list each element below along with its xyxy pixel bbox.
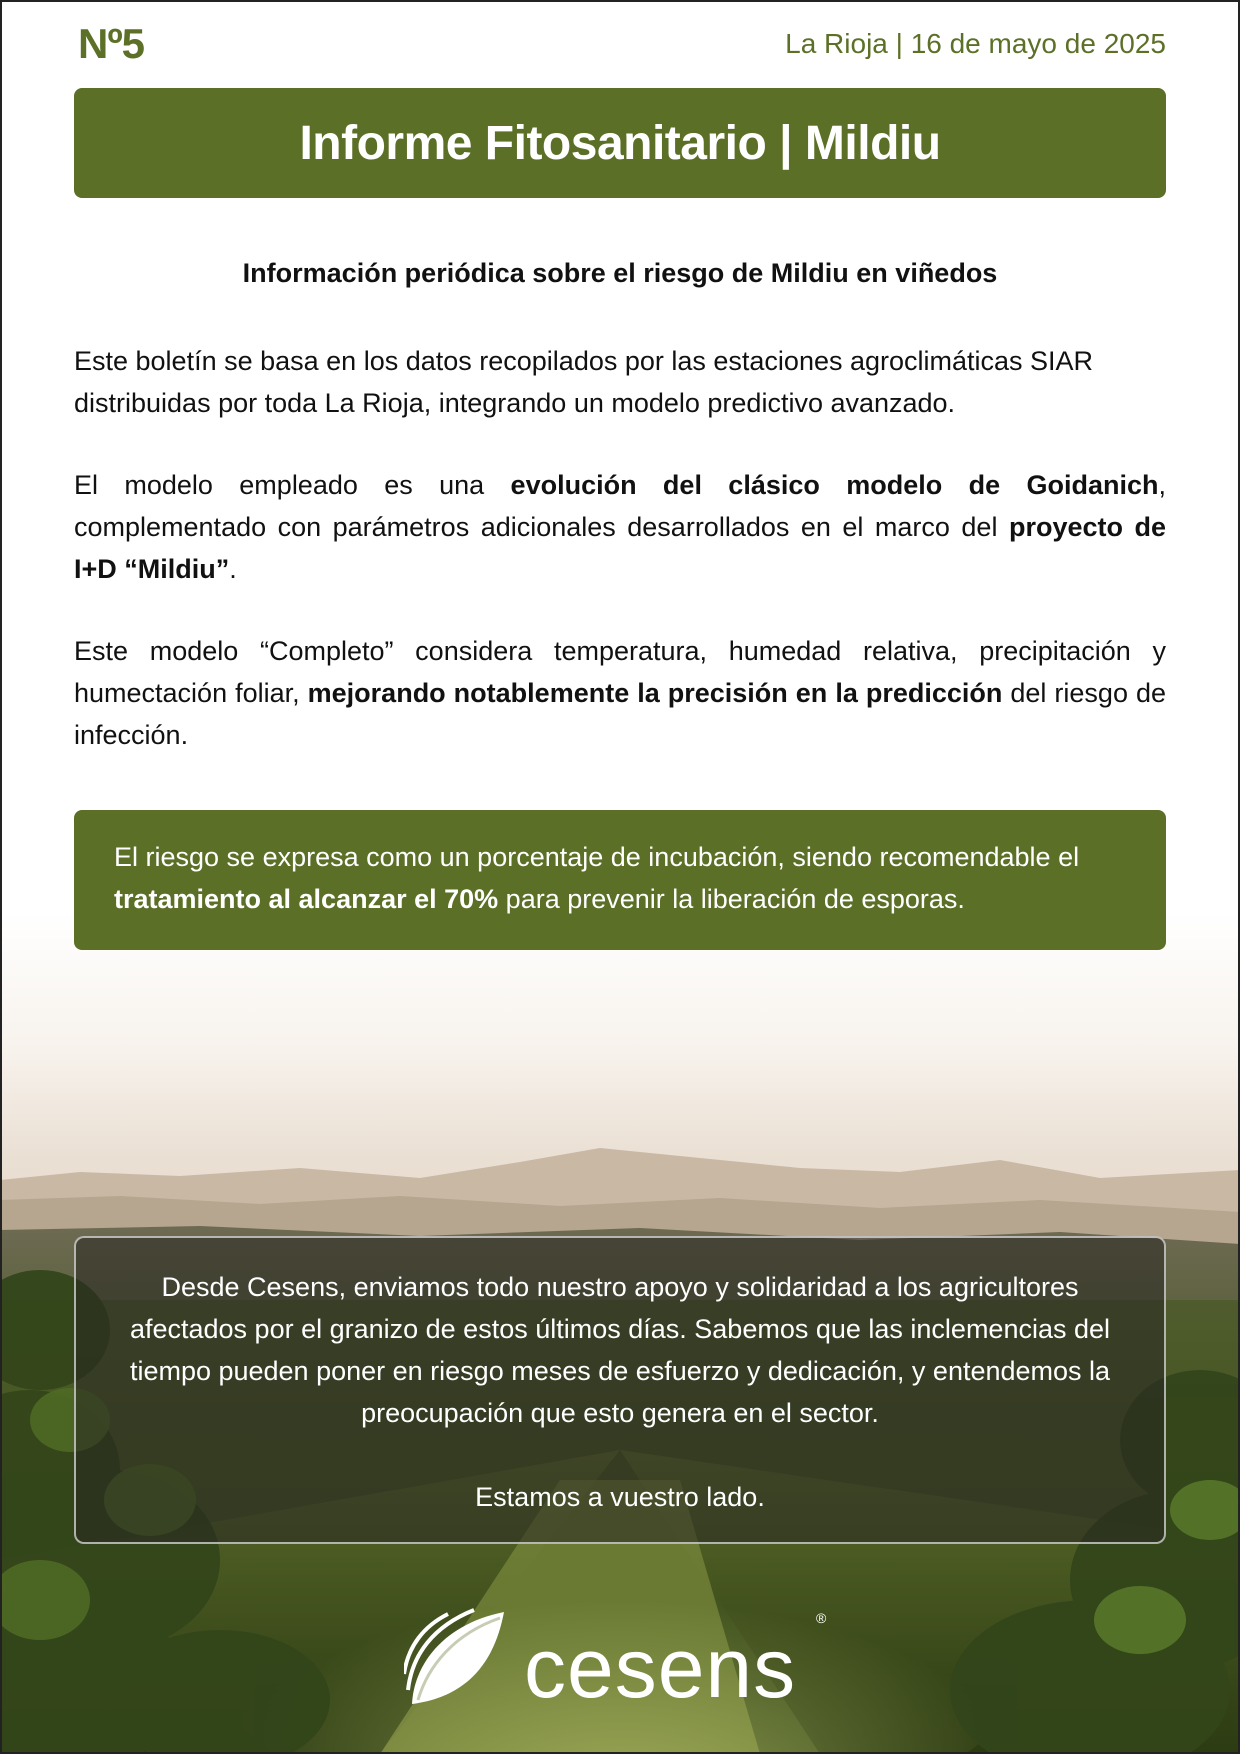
model-text-1: El modelo empleado es una xyxy=(74,470,511,500)
complete-text-2: del riesgo de infección. xyxy=(74,678,1167,750)
logo-wordmark: cesens xyxy=(524,1621,797,1715)
leaf-logo-icon xyxy=(404,1604,524,1714)
place-and-date: La Rioja | 16 de mayo de 2025 xyxy=(785,28,1166,59)
model-bold-project: proyecto de I+D “Mildiu” xyxy=(74,512,1166,584)
cesens-logo xyxy=(404,1598,827,1718)
risk-text-1: El riesgo se expresa como un porcentaje de incubación, siendo recomendable el xyxy=(114,842,1080,872)
issue-number: Nº5 xyxy=(78,20,145,67)
title-banner xyxy=(74,88,1166,198)
support-message: Desde Cesens, enviamos todo nuestro apoyo y solidaridad a los agricultores afectados por el granizo de estos últimos días. Sabemos que las inclemencias del tiempo pueden poner en riesgo meses de esfuerzo y dedicación, y entendemos la preocupación que esto genera en el sector. xyxy=(129,1272,1111,1428)
risk-callout-box xyxy=(74,810,1166,950)
model-paragraph xyxy=(74,464,1166,590)
risk-bold-treatment: tratamiento al alcanzar el 70% xyxy=(114,884,499,914)
support-closing: Estamos a vuestro lado. xyxy=(475,1482,765,1512)
complete-model-paragraph xyxy=(74,630,1166,756)
support-message-box xyxy=(74,1236,1166,1544)
risk-text-2: para prevenir la liberación de esporas. xyxy=(498,884,965,914)
intro-paragraph: Este boletín se basa en los datos recopilados por las estaciones agroclimáticas SIAR distribuidas por toda La Rioja, integrando un modelo predictivo avanzado. xyxy=(74,346,1094,418)
model-text-2: , complementado con parámetros adicionales desarrollados en el marco del xyxy=(74,470,1166,542)
complete-bold-precision: mejorando notablemente la precisión en la predicción xyxy=(307,678,1003,708)
model-bold-goidanich: evolución del clásico modelo de Goidanich xyxy=(510,470,1159,500)
report-title: Informe Fitosanitario | Mildiu xyxy=(299,116,941,170)
complete-text-1: Este modelo “Completo” considera temperatura, humedad relativa, precipitación y humectación foliar, xyxy=(74,636,1166,708)
report-subtitle: Información periódica sobre el riesgo de Mildiu en viñedos xyxy=(242,258,998,288)
registered-mark: ® xyxy=(816,1610,827,1626)
model-text-3: . xyxy=(229,554,237,584)
